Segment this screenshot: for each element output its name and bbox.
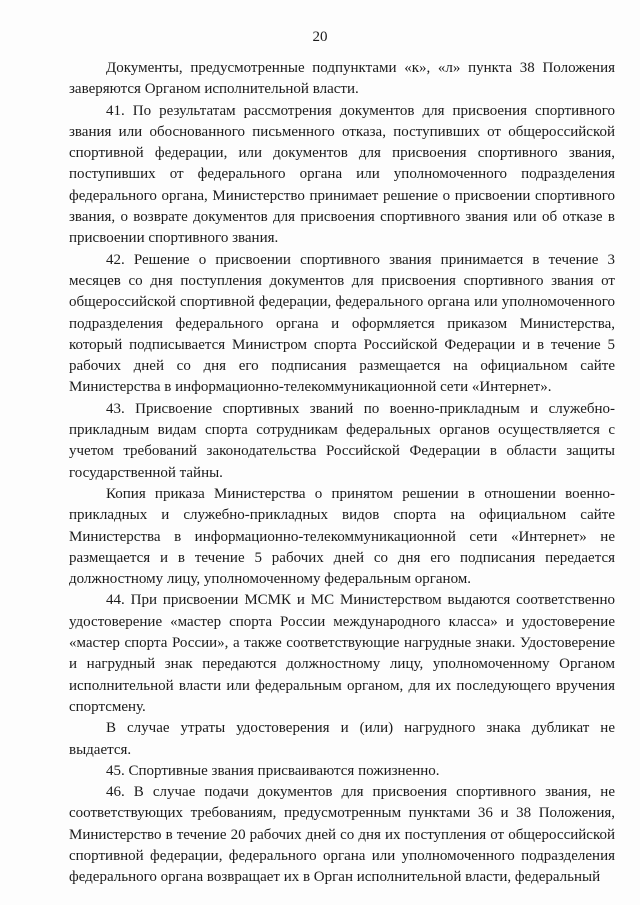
document-body <box>69 58 615 889</box>
page-number: 20 <box>312 29 328 45</box>
paragraph-documents-certification: Документы, предусмотренные подпунктами «к», «л» пункта 38 Положения заверяются Органом исполнительной власти. <box>69 60 615 98</box>
paragraph-44-duplicate: В случае утраты удостоверения и (или) нагрудного знака дубликат не выдается. <box>69 720 615 758</box>
paragraph-44: 44. При присвоении МСМК и МС Министерством выдаются соответственно удостоверение «мастер спорта России международного класса» и удостоверение «мастер спорта России», а также соответствующие нагрудные знаки. Удостоверение и нагрудный знак передаются должностному лицу, уполномоченному Органом исполнительной власти или федеральным органом, для их последующего вручения спортсмену. <box>69 592 615 715</box>
paragraph-46: 46. В случае подачи документов для присвоения спортивного звания, не соответствующих требованиям, предусмотренным пунктами 36 и 38 Положения, Министерство в течение 20 рабочих дней со дня их поступления от общероссийской спортивной федерации, федерального органа или уполномоченного подразделения федерального органа возвращает их в Орган исполнительной власти, федеральный <box>69 784 615 886</box>
paragraph-43-copy-of-order: Копия приказа Министерства о принятом решении в отношении военно-прикладных и служебно-прикладных видов спорта на официальном сайте Министерства в информационно-телекоммуникационной сети «Интернет» не размещается и в течение 5 рабочих дней со дня его подписания передается должностному лицу, уполномоченному федеральным органом. <box>69 485 615 588</box>
paragraph-41: 41. По результатам рассмотрения документов для присвоения спортивного звания или обоснованного письменного отказа, поступивших от общероссийской спортивной федерации, или документов для присвоения спортивного звания, поступивших от федерального органа или уполномоченного подразделения федерального органа, Министерство принимает решение о присвоении спортивного звания, о возврате документов для присвоения спортивного звания или об отказе в присвоении спортивного звания. <box>69 102 615 247</box>
paragraph-45: 45. Спортивные звания присваиваются пожизненно. <box>106 762 440 779</box>
paragraph-42: 42. Решение о присвоении спортивного звания принимается в течение 3 месяцев со дня поступления документов для присвоения спортивного звания от общероссийской спортивной федерации, федерального органа или уполномоченного подразделения федерального органа и оформляется приказом Министерства, который подписывается Министром спорта Российской Федерации и в течение 5 рабочих дней со дня его подписания размещается на официальном сайте Министерства в информационно-телекоммуникационной сети «Интернет». <box>69 251 615 396</box>
paragraph-43: 43. Присвоение спортивных званий по военно-прикладным и служебно-прикладным видам спорта сотрудникам федеральных органов осуществляется с учетом требований законодательства Российской Федерации в области защиты государственной тайны. <box>69 400 615 481</box>
